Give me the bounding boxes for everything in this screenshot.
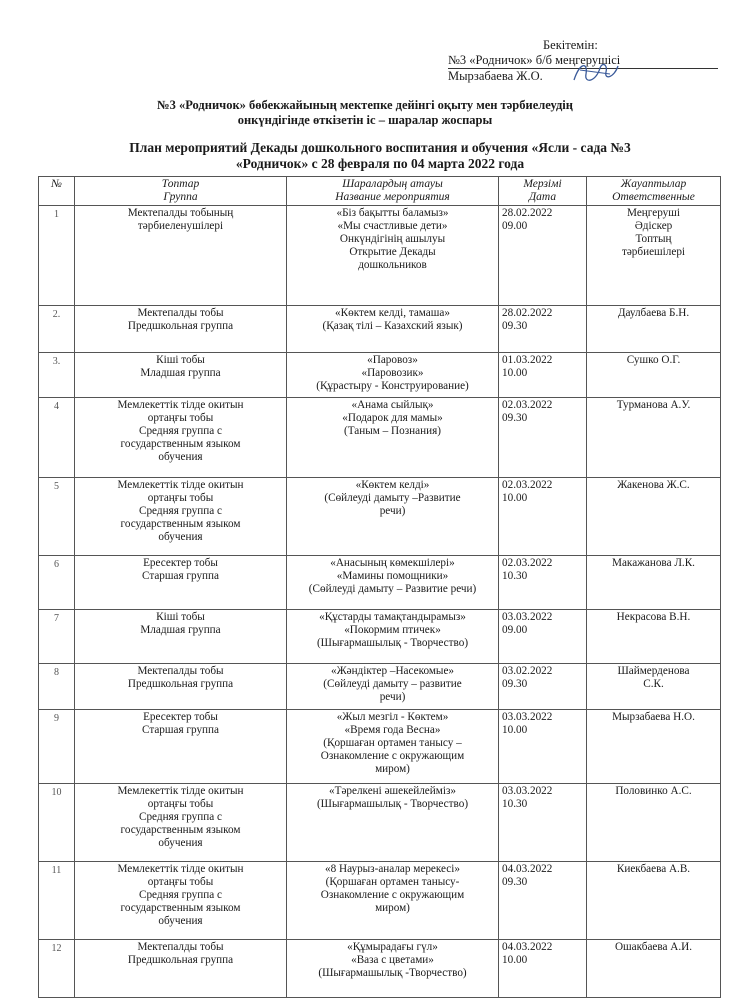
header-event-kz: Шаралардың атауы [342,178,443,190]
row-event-line: речи) [379,691,406,703]
row-event-line: «8 Наурыз-аналар мерекесі» [325,863,460,875]
table-row [39,784,721,862]
row-group-line: Старшая группа [142,724,219,736]
header-resp-ru: Ответственные [612,191,695,203]
row-responsible-line: Жакенова Ж.С. [617,479,690,491]
row-date-line: 04.03.2022 [502,863,553,875]
header-responsible [587,177,721,206]
row-group-line: Ересектер тобы [143,557,218,569]
row-group-line: Кіші тобы [156,611,205,623]
row-group [75,784,287,862]
row-event [287,710,499,784]
approval-name: Мырзабаева Ж.О. [448,69,543,83]
row-date-line: 03.03.2022 [502,611,553,623]
row-event-line: (Сөйлеуді дамыту – развитие [323,678,462,690]
row-number: 4 [39,398,75,478]
row-group-line: Средняя группа с [139,889,222,901]
table-row [39,862,721,940]
header-group-kz: Топтар [161,178,200,190]
row-group-line: Мемлекеттік тілде окитын [117,785,244,797]
row-responsible [587,784,721,862]
header-event [287,177,499,206]
table-row [39,940,721,998]
row-number: 7 [39,610,75,664]
row-group-line: Предшкольная группа [127,954,234,966]
row-event-line: (Сөйлеуді дамыту –Развитие [324,492,461,504]
row-responsible [587,478,721,556]
row-group-line: обучения [158,915,203,927]
header-resp-kz: Жауаптылар [620,178,687,190]
row-date-line: 03.03.2022 [502,711,553,723]
row-number: 3. [39,353,75,398]
row-event-line: Онкүндігінің ашылуы [339,233,446,245]
row-event-line: (Шығармашылық - Творчество) [316,637,469,649]
header-date-kz: Мерзімі [523,178,562,190]
row-event-line: «Мамины помощники» [336,570,449,582]
row-event-line: «Құстарды тамақтандырамыз» [319,611,466,623]
row-event-line: (Қазақ тілі – Казахский язык) [322,320,463,332]
row-event-line: «Ваза с цветами» [351,954,434,966]
row-event-line: миром) [375,763,410,775]
row-number: 12 [39,940,75,998]
row-date-line: 09.30 [502,320,528,332]
table-row [39,306,721,353]
row-responsible-line: Даулбаева Б.Н. [617,307,690,319]
row-event [287,478,499,556]
row-responsible [587,862,721,940]
row-event-line: дошкольников [358,259,427,271]
table-row [39,556,721,610]
row-date [499,398,587,478]
row-responsible-line: С.К. [643,678,664,690]
row-group [75,664,287,710]
row-date-line: 01.03.2022 [502,354,553,366]
row-date-line: 03.02.2022 [502,665,553,677]
table-row [39,353,721,398]
row-event-line: «Покормим птичек» [344,624,441,636]
row-event [287,862,499,940]
row-date [499,710,587,784]
table-row [39,398,721,478]
row-number: 1 [39,206,75,306]
row-date-line: 03.03.2022 [502,785,553,797]
row-date-line: 10.30 [502,570,528,582]
row-group [75,940,287,998]
row-responsible [587,556,721,610]
row-responsible-line: Макажанова Л.К. [612,557,695,569]
header-num: № [39,177,75,206]
row-group [75,398,287,478]
row-group-line: ортаңғы тобы [147,876,214,888]
row-event-line: Открытие Декады [349,246,436,258]
row-responsible [587,940,721,998]
row-group-line: Мектепалды тобы [137,665,224,677]
row-date-line: 09.00 [502,624,528,636]
row-date [499,862,587,940]
row-responsible [587,353,721,398]
table-row [39,610,721,664]
row-group-line: Предшкольная группа [127,320,234,332]
row-group-line: Мектепалды тобы [137,307,224,319]
row-event [287,306,499,353]
row-group [75,556,287,610]
row-group-line: обучения [158,531,203,543]
row-event-line: «Паровоз» [367,354,418,366]
header-group [75,177,287,206]
header-event-ru: Название мероприятия [335,191,450,203]
row-responsible [587,306,721,353]
row-date [499,784,587,862]
row-event [287,784,499,862]
row-event-line: «Жыл мезгіл - Көктем» [336,711,449,723]
row-event-line: «Анама сыйлық» [351,399,434,411]
table-row [39,710,721,784]
row-event-line: (Сөйлеуді дамыту – Развитие речи) [308,583,477,595]
header-date [499,177,587,206]
row-event-line: «Подарок для мамы» [342,412,443,424]
row-date-line: 09.30 [502,876,528,888]
row-group-line: Мектепалды тобының [127,207,234,219]
row-group-line: Младшая группа [140,367,221,379]
row-date-line: 09.30 [502,412,528,424]
row-date [499,664,587,710]
row-group-line: Средняя группа с [139,425,222,437]
row-responsible-line: Киекбаева А.В. [616,863,691,875]
row-group-line: государственным языком [120,438,241,450]
row-date-line: 10.00 [502,367,528,379]
row-event [287,206,499,306]
row-event [287,556,499,610]
row-number: 8 [39,664,75,710]
row-group-line: Мектепалды тобы [137,941,224,953]
header-group-ru: Группа [163,191,198,203]
row-responsible-line: Мырзабаева Н.О. [612,711,695,723]
row-date-line: 10.00 [502,954,528,966]
row-group [75,206,287,306]
row-responsible-line: Турманова А.У. [616,399,691,411]
events-table [38,176,721,998]
row-event [287,353,499,398]
signature-image [570,58,622,88]
row-event-line: (Қоршаған ортамен танысу – [323,737,462,749]
row-number: 2. [39,306,75,353]
row-group-line: Средняя группа с [139,811,222,823]
row-event-line: миром) [375,902,410,914]
row-group [75,862,287,940]
row-group-line: Мемлекеттік тілде окитын [117,479,244,491]
table-body [39,206,721,998]
row-number: 10 [39,784,75,862]
row-responsible-line: Некрасова В.Н. [616,611,691,623]
approval-position: №3 «Родничок» б/б меңгерушісі [448,53,718,69]
row-event [287,940,499,998]
row-date [499,306,587,353]
table-header-row [39,177,721,206]
row-group-line: государственным языком [120,518,241,530]
approval-label: Бекітемін: [543,38,598,52]
row-responsible-line: Половинко А.С. [615,785,692,797]
row-event-line: «Тәрелкені әшекейлейміз» [329,785,456,797]
row-group [75,710,287,784]
row-group-line: обучения [158,837,203,849]
header-date-ru: Дата [528,191,557,203]
row-event-line: «Анасының көмекшілері» [330,557,455,569]
row-group-line: Ересектер тобы [143,711,218,723]
row-responsible-line: тәрбиешілері [621,246,686,258]
title-russian: План мероприятий Декады дошкольного воспитания и обучения «Ясли - сада №3 «Родничок» с 28 февраля по 04 марта 2022 года [129,140,631,171]
row-date [499,206,587,306]
row-group-line: Младшая группа [140,624,221,636]
row-event-line: «Паровозик» [361,367,424,379]
row-date-line: 02.03.2022 [502,399,553,411]
row-date-line: 28.02.2022 [502,207,553,219]
row-group-line: ортаңғы тобы [147,798,214,810]
row-responsible [587,206,721,306]
row-number: 9 [39,710,75,784]
row-event-line: (Қоршаған ортамен танысу- [325,876,460,888]
row-group [75,306,287,353]
row-date-line: 04.03.2022 [502,941,553,953]
row-group-line: Предшкольная группа [127,678,234,690]
row-group [75,610,287,664]
row-group [75,478,287,556]
row-date-line: 02.03.2022 [502,557,553,569]
row-responsible-line: Меңгеруші [627,207,680,219]
row-event-line: «Құмырадағы гүл» [347,941,438,953]
title-kazakh: №3 «Родничок» бөбекжайының мектепке дейінгі оқыту мен тәрбиелеудің онкүндігінде өткізетін іс – шаралар жоспары [157,98,573,127]
row-responsible-line: Ошакбаева А.И. [614,941,693,953]
row-event-line: «Мы счастливые дети» [337,220,448,232]
row-event-line: (Шығармашылық - Творчество) [316,798,469,810]
row-event-line: (Шығармашылық -Творчество) [318,967,467,979]
row-event-line: речи) [379,505,406,517]
row-date [499,478,587,556]
row-group-line: Средняя группа с [139,505,222,517]
row-date [499,556,587,610]
row-date-line: 09.00 [502,220,528,232]
row-event-line: Ознакомление с окружающим [320,750,465,762]
row-group-line: Старшая группа [142,570,219,582]
row-group-line: Мемлекеттік тілде окитын [117,863,244,875]
table-row [39,206,721,306]
row-group-line: ортаңғы тобы [147,412,214,424]
row-date-line: 09.30 [502,678,528,690]
row-date [499,353,587,398]
row-group-line: ортаңғы тобы [147,492,214,504]
row-responsible [587,398,721,478]
row-number: 5 [39,478,75,556]
row-number: 11 [39,862,75,940]
row-event [287,398,499,478]
row-group-line: обучения [158,451,203,463]
table-row [39,478,721,556]
row-event-line: «Көктем келді» [355,479,430,491]
row-date [499,940,587,998]
row-group-line: Кіші тобы [156,354,205,366]
row-date-line: 28.02.2022 [502,307,553,319]
row-responsible [587,610,721,664]
row-responsible-line: Әдіскер [634,220,673,232]
row-event-line: (Құрастыру - Конструирование) [316,380,469,392]
row-event-line: «Время года Весна» [344,724,441,736]
row-date [499,610,587,664]
row-date-line: 10.00 [502,724,528,736]
row-event-line: «Жәндіктер –Насекомые» [330,665,454,677]
row-responsible-line: Шаймерденова [617,665,690,677]
row-event-line: «Көктем келді, тамаша» [335,307,450,319]
row-date-line: 10.30 [502,798,528,810]
row-event [287,664,499,710]
row-group-line: государственным языком [120,902,241,914]
row-group-line: тәрбиеленушілері [137,220,224,232]
row-responsible [587,710,721,784]
table-row [39,664,721,710]
row-date-line: 10.00 [502,492,528,504]
row-responsible-line: Сушко О.Г. [626,354,681,366]
row-group-line: государственным языком [120,824,241,836]
row-number: 6 [39,556,75,610]
row-group [75,353,287,398]
row-event-line: Ознакомление с окружающим [320,889,465,901]
row-responsible [587,664,721,710]
row-group-line: Мемлекеттік тілде окитын [117,399,244,411]
row-event [287,610,499,664]
row-event-line: «Біз бақытты баламыз» [336,207,449,219]
row-date-line: 02.03.2022 [502,479,553,491]
row-responsible-line: Топтың [635,233,672,245]
row-event-line: (Таным – Познания) [344,425,441,437]
